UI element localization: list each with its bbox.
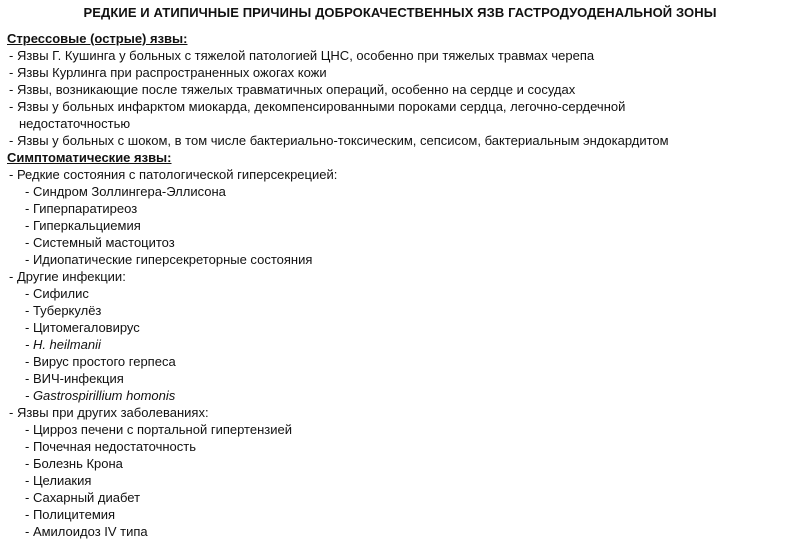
document-body [7,30,793,540]
list-item: - Цирроз печени с портальной гипертензией [25,422,292,437]
list-item: - Язвы у больных с шоком, в том числе бактериально-токсическим, сепсисом, бактериальным эндокардитом [9,133,669,148]
list-item: - Болезнь Крона [25,456,123,471]
group-label: - Редкие состояния с патологической гиперсекрецией: [9,167,338,182]
list-item: - Полицитемия [25,507,116,522]
list-item: - Язвы Г. Кушинга у больных с тяжелой патологией ЦНС, особенно при тяжелых травмах черепа [9,48,595,63]
list-item: - Синдром Золлингера-Эллисона [25,184,226,199]
list-item: - Туберкулёз [25,303,102,318]
list-item: - Целиакия [25,473,92,488]
group-label: - Язвы при других заболеваниях: [9,405,209,420]
list-item: - Язвы, возникающие после тяжелых травматичных операций, особенно на сердце и сосудах [9,82,576,97]
list-item: - Идиопатические гиперсекреторные состояния [25,252,313,267]
list-item-continuation: недостаточностью [19,116,131,131]
section-heading-symptomatic: Симптоматические язвы: [7,150,172,165]
section-heading-stress: Стрессовые (острые) язвы: [7,31,188,46]
list-item: - Гиперкальциемия [25,218,141,233]
list-item: - Язвы Курлинга при распространенных ожогах кожи [9,65,327,80]
list-item: - Язвы у больных инфарктом миокарда, декомпенсированными пороками сердца, легочно-сердечной [9,99,626,114]
list-item: - Амилоидоз IV типа [25,524,148,539]
list-item: - Цитомегаловирус [25,320,140,335]
list-item: - Gastrospirillium homonis [25,388,176,403]
list-item: - ВИЧ-инфекция [25,371,124,386]
list-item: - Гиперпаратиреоз [25,201,138,216]
group-label: - Другие инфекции: [9,269,126,284]
list-item: - Почечная недостаточность [25,439,196,454]
list-item: - Вирус простого герпеса [25,354,176,369]
list-item: - H. heilmanii [25,337,101,352]
list-item: - Системный мастоцитоз [25,235,175,250]
list-item: - Сифилис [25,286,89,301]
list-item: - Сахарный диабет [25,490,141,505]
page-title: РЕДКИЕ И АТИПИЧНЫЕ ПРИЧИНЫ ДОБРОКАЧЕСТВЕННЫХ ЯЗВ ГАСТРОДУОДЕНАЛЬНОЙ ЗОНЫ [83,5,717,20]
